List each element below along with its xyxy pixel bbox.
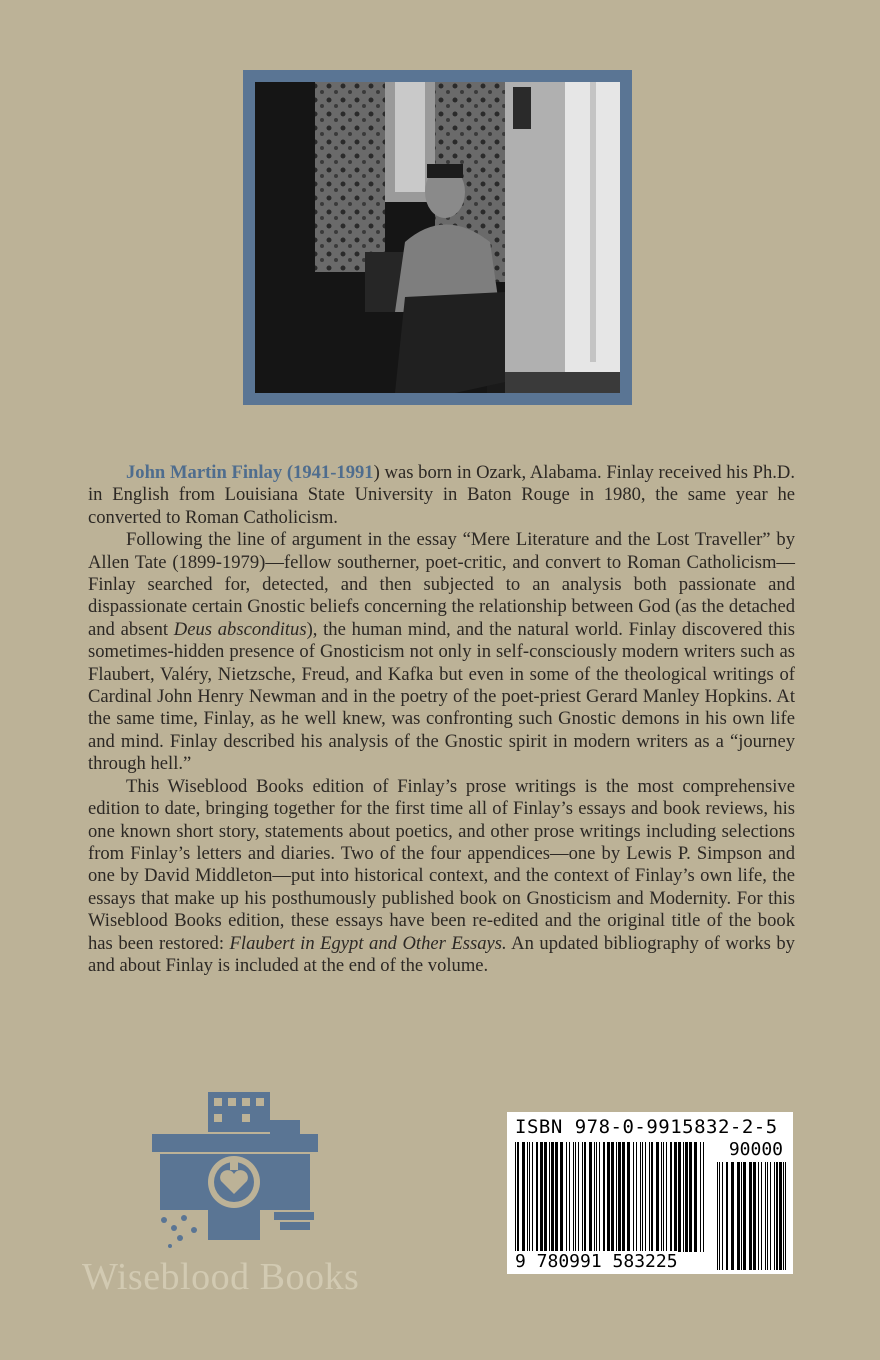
bio-paragraph-2-text-b: ), the human mind, and the natural world. Finlay discovered this sometimes-hidden presence of Gnosticism not only in self-consciously modern writers such as Flaubert, Valéry, Nietzsche, Freud, and Kafka but even in some of the theological writings of Cardinal John Henry Newman and in the poetry of the poet-priest Gerard Manley Hopkins. At the same time, Finlay, as he well knew, was confronting such Gnostic demons in his own life and mind. Finlay described his analysis of the Gnostic spirit in modern writers as a “journey through hell.” bbox=[88, 618, 795, 775]
bio-paragraph-2 bbox=[88, 529, 795, 775]
bio-paragraph-3-text-a: This Wiseblood Books edition of Finlay’s prose writings is the most comprehensive edition to date, bringing together for the first time all of Finlay’s essays and book reviews, his one known short story, statements about poetics, and other prose writings including selections from Finlay’s letters and diaries. Two of the four appendices—one by Lewis P. Simpson and one by David Middleton—put into historical context, and the context of Finlay’s own life, the essays that make up his posthumously published book on Gnosticism and Modernity. For this Wiseblood Books edition, these essays have been re-edited and the original title of the book has been restored: bbox=[88, 775, 795, 954]
bio-paragraph-1 bbox=[88, 462, 795, 529]
author-name: John Martin Finlay bbox=[126, 462, 283, 483]
author-dates: (1941-1991 bbox=[286, 462, 374, 483]
barcode-digits: 9 780991 583225 bbox=[515, 1251, 678, 1272]
isbn-label: ISBN 978-0-9915832-2-5 bbox=[515, 1116, 778, 1138]
bio-paragraph-2-text-a: Following the line of argument in the essay “Mere Literature and the Lost Traveller” by Allen Tate (1899-1979)—fellow southerner, poet-critic, and convert to Roman Catholicism—Finlay searched for, detected, and then subjected to an analysis both passionate and dispassionate certain Gnostic beliefs concerning the relationship between God (as the detached and absent bbox=[88, 529, 795, 640]
author-biography bbox=[88, 462, 795, 977]
bio-paragraph-3-text-b: An updated bibliography of works by and about Finlay is included at the end of the volume. bbox=[88, 932, 795, 976]
bio-paragraph-1-text: was born in Ozark, Alabama. Finlay received his Ph.D. in English from Louisiana State University in Baton Rouge in 1980, the same year he converted to Roman Catholicism. bbox=[88, 462, 795, 528]
isbn-barcode bbox=[507, 1112, 793, 1274]
author-photo-frame bbox=[243, 70, 632, 405]
book-title-text: Flaubert in Egypt and Other Essays. bbox=[229, 932, 507, 954]
deus-absconditus-text: Deus absconditus bbox=[173, 618, 307, 640]
typewriter-sacred-heart-logo-icon bbox=[150, 1090, 320, 1260]
author-dates-close: ) bbox=[373, 462, 380, 483]
barcode-addon: 90000 bbox=[728, 1139, 783, 1160]
publisher-name: Wiseblood Books bbox=[82, 1256, 360, 1298]
author-photo bbox=[255, 82, 620, 393]
bio-paragraph-3 bbox=[88, 776, 795, 978]
